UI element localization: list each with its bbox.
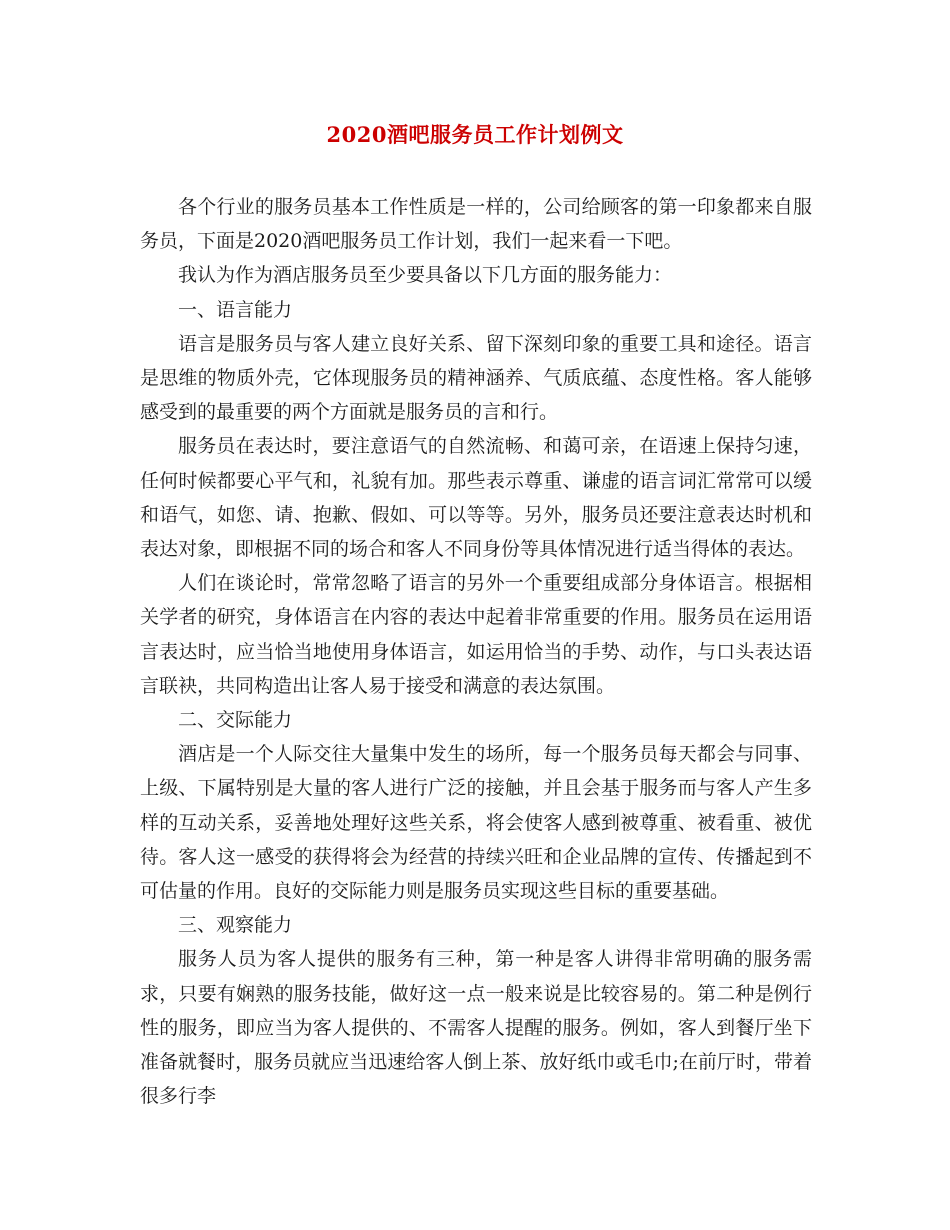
paragraph-language-2: 服务员在表达时，要注意语气的自然流畅、和蔼可亲，在语速上保持匀速，任何时候都要心平气和，礼貌有加。那些表示尊重、谦虚的语言词汇常常可以缓和语气，如您、请、抱歉、假如、可以等等。另外，服务员还要注意表达时机和表达对象，即根据不同的场合和客人不同身份等具体情况进行适当得体的表达。 [140, 435, 812, 561]
paragraph-language-1: 语言是服务员与客人建立良好关系、留下深刻印象的重要工具和途径。语言是思维的物质外壳，它体现服务员的精神涵养、气质底蕴、态度性格。客人能够感受到的最重要的两个方面就是服务员的言和行。 [140, 332, 812, 424]
document-title: 2020酒吧服务员工作计划例文 [326, 122, 624, 147]
section-heading-language: 一、语言能力 [178, 298, 293, 321]
document-body [140, 190, 812, 1113]
paragraph-social-1: 酒店是一个人际交往大量集中发生的场所，每一个服务员每天都会与同事、上级、下属特别是大量的客人进行广泛的接触，并且会基于服务而与客人产生多样的互动关系，妥善地处理好这些关系，将会使客人感到被尊重、被看重、被优待。客人这一感受的获得将会为经营的持续兴旺和企业品牌的宣传、传播起到不可估量的作用。良好的交际能力则是服务员实现这些目标的重要基础。 [140, 743, 812, 903]
paragraph-intro: 各个行业的服务员基本工作性质是一样的，公司给顾客的第一印象都来自服务员，下面是2020酒吧服务员工作计划，我们一起来看一下吧。 [140, 196, 812, 253]
paragraph-abilities-lead: 我认为作为酒店服务员至少要具备以下几方面的服务能力： [178, 264, 673, 287]
paragraph-observation-1: 服务人员为客人提供的服务有三种，第一种是客人讲得非常明确的服务需求，只要有娴熟的服务技能，做好这一点一般来说是比较容易的。第二种是例行性的服务，即应当为客人提供的、不需客人提醒的服务。例如，客人到餐厅坐下准备就餐时，服务员就应当迅速给客人倒上茶、放好纸巾或毛巾;在前厅时，带着很多行李 [140, 948, 812, 1108]
section-heading-observation: 三、观察能力 [178, 914, 293, 937]
section-heading-social: 二、交际能力 [178, 709, 293, 732]
paragraph-language-3: 人们在谈论时，常常忽略了语言的另外一个重要组成部分身体语言。根据相关学者的研究，身体语言在内容的表达中起着非常重要的作用。服务员在运用语言表达时，应当恰当地使用身体语言，如运用恰当的手势、动作，与口头表达语言联袂，共同构造出让客人易于接受和满意的表达氛围。 [140, 572, 812, 697]
